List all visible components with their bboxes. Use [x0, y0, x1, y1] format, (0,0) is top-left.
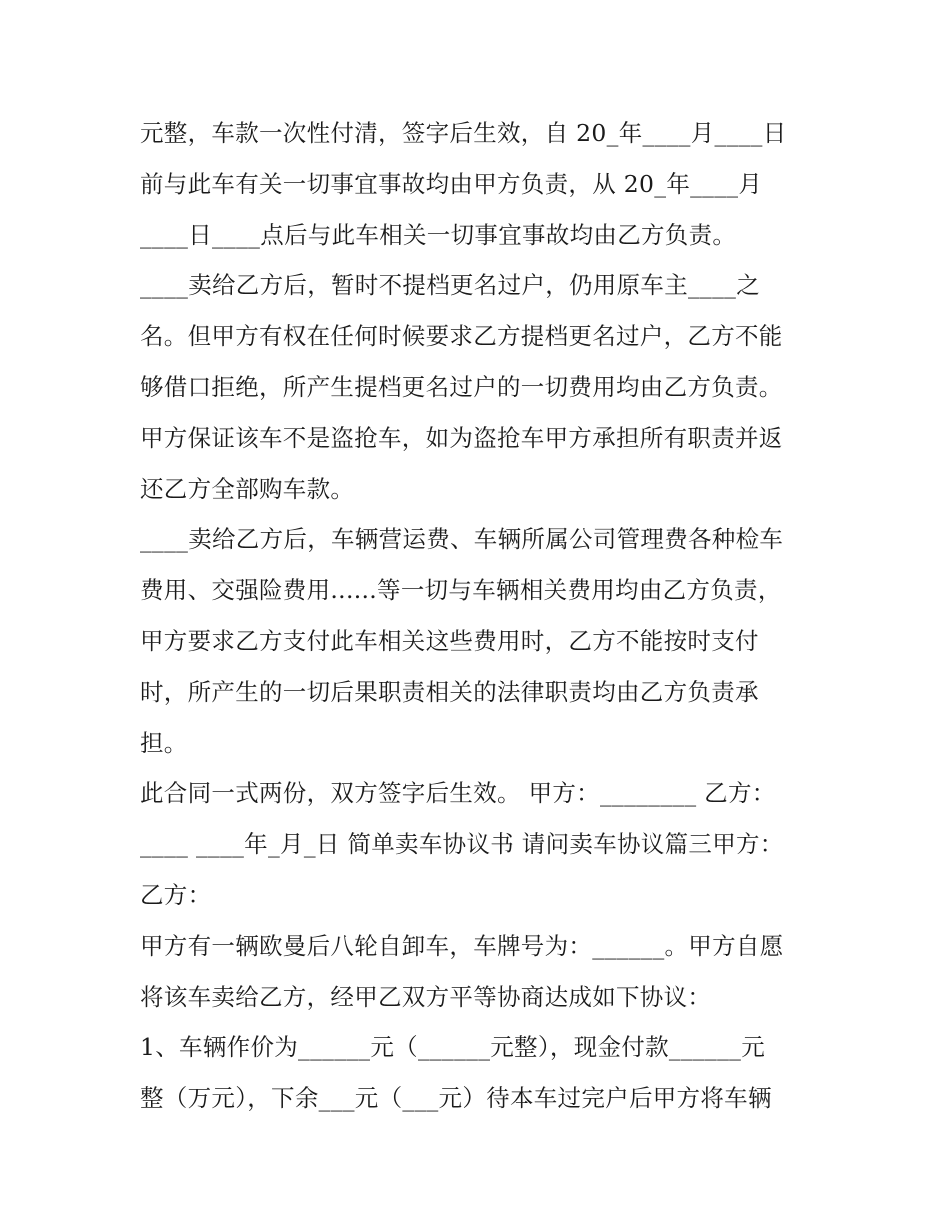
text-line: 前与此车有关一切事宜事故均由甲方负责，从 20_年____月	[140, 169, 763, 198]
text-line: 还乙方全部购车款。	[140, 474, 355, 503]
text-line: 名。但甲方有权在任何时候要求乙方提档更名过户，乙方不能	[140, 322, 783, 351]
text-line: 乙方：	[140, 880, 212, 909]
text-line: 甲方有一辆欧曼后八轮自卸车，车牌号为：______。甲方自愿	[140, 931, 784, 960]
document-body	[140, 108, 820, 1124]
text-line: 担。	[140, 728, 188, 757]
text-line: 将该车卖给乙方，经甲乙双方平等协商达成如下协议：	[140, 982, 712, 1011]
text-line: ____ ____年_月_日 简单卖车协议书 请问卖车协议篇三甲方：	[140, 830, 784, 859]
text-line: 甲方要求乙方支付此车相关这些费用时，乙方不能按时支付	[140, 626, 759, 655]
text-line: 甲方保证该车不是盗抢车，如为盗抢车甲方承担所有职责并返	[140, 423, 783, 452]
text-line: ____卖给乙方后，暂时不提档更名过户，仍用原车主____之	[140, 271, 760, 300]
text-line: 1、车辆作价为______元（______元整），现金付款______元	[140, 1033, 766, 1062]
text-line: 时，所产生的一切后果职责相关的法律职责均由乙方负责承	[140, 677, 759, 706]
text-line: ____日____点后与此车相关一切事宜事故均由乙方负责。	[140, 220, 737, 249]
text-line: 费用、交强险费用......等一切与车辆相关费用均由乙方负责，	[140, 576, 782, 605]
text-line: 此合同一式两份，双方签字后生效。 甲方：________ 乙方：	[140, 779, 776, 808]
text-line: 元整，车款一次性付清，签字后生效，自 20_年____月____日	[140, 119, 787, 147]
text-line: 够借口拒绝，所产生提档更名过户的一切费用均由乙方负责。	[140, 372, 783, 401]
text-line: ____卖给乙方后，车辆营运费、车辆所属公司管理费各种检车	[140, 525, 784, 554]
text-line: 整（万元），下余___元（___元）待本车过完户后甲方将车辆	[140, 1084, 772, 1113]
